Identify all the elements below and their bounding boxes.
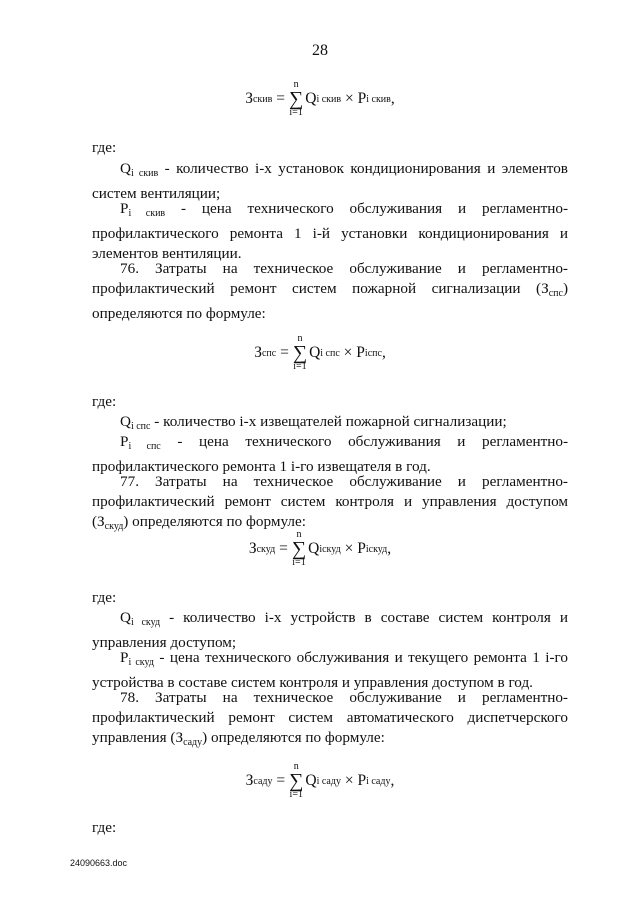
- where-label: где:: [92, 139, 117, 156]
- section-77: 77. Затраты на техническое обслуживание и регламентно-профилактический ремонт систем контроля и управления доступом $(З_{скуд})$ определяются по формуле:: [92, 473, 568, 532]
- sum-sign: n ∑ i=1: [291, 529, 307, 568]
- formula-sps: З спс = n ∑ i=1 Q i спс × P iспс ,: [254, 333, 386, 372]
- formula-skud: З скуд = n ∑ i=1 Q iскуд × P iскуд ,: [248, 529, 392, 568]
- where-label: где:: [92, 819, 117, 836]
- sum-sign: n ∑ i=1: [288, 79, 304, 118]
- page-number: 28: [312, 42, 328, 59]
- section-78: 78. Затраты на техническое обслуживание и регламентно-профилактический ремонт систем автоматического диспетчерского управления $(З_{саду})$ определяются по формуле:: [92, 689, 568, 748]
- section-76: 76. Затраты на техническое обслуживание и регламентно-профилактический ремонт систем пожарной сигнализации $(З_{спс})$ определяются по формуле:: [92, 260, 568, 322]
- definition-q-skiv: $Q_{i скив}$ - количество i-х установок кондиционирования и элементов систем вентиляции;: [92, 160, 568, 202]
- definition-p-skud: $P_{i скуд}$ - цена технического обслуживания и текущего ремонта 1 i-го устройства в составе систем контроля и управления доступом в год.: [92, 649, 568, 691]
- sum-sign: n ∑ i=1: [289, 761, 304, 800]
- formula-skiv: З скив = n ∑ i=1 Q i скив × P i скив ,: [245, 79, 395, 118]
- definition-p-skiv: $P_{i скив}$ - цена технического обслуживания и регламентно-профилактического ремонта 1 i-й установки кондиционирования и элементов вентиляции.: [92, 200, 568, 262]
- footer-filename: 24090663.doc: [70, 858, 128, 868]
- formula-sadu: З саду = n ∑ i=1 Q i саду × P i саду ,: [245, 761, 395, 800]
- definition-q-sps: $Q_{i спс}$ - количество i-х извещателей пожарной сигнализации;: [120, 413, 507, 432]
- sum-sign: n ∑ i=1: [292, 333, 308, 372]
- where-label: где:: [92, 393, 117, 410]
- definition-p-sps: $P_{i спс}$ - цена технического обслуживания и регламентно-профилактического ремонта 1 i-го извещателя в год.: [92, 433, 568, 475]
- definition-q-skud: $Q_{i скуд}$ - количество i-х устройств в составе систем контроля и управления доступом;: [92, 609, 568, 651]
- where-label: где:: [92, 589, 117, 606]
